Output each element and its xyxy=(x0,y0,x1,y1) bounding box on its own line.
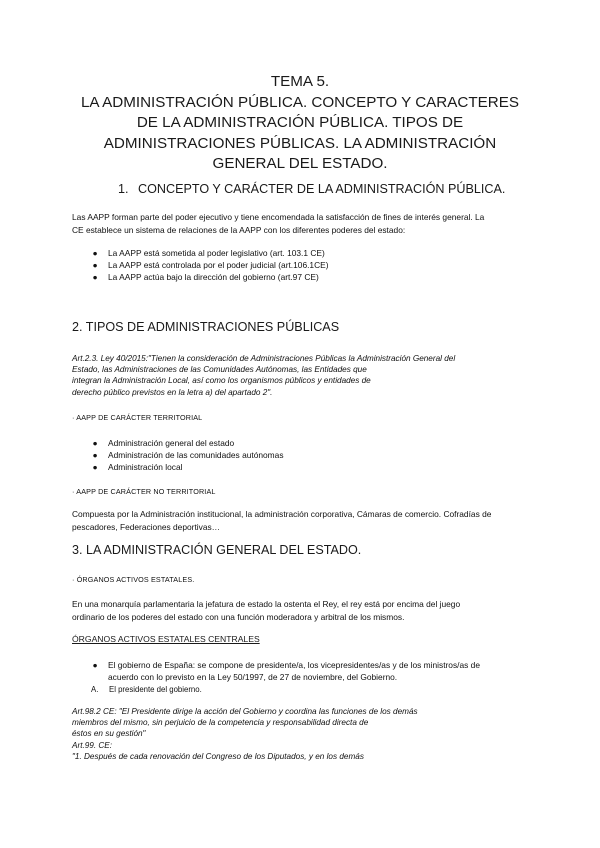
title-line: DE LA ADMINISTRACIÓN PÚBLICA. TIPOS DE xyxy=(136,114,464,131)
bullet-icon: ● xyxy=(92,272,98,282)
bullet-icon: ● xyxy=(92,438,98,448)
list-item-text: Administración general del estado xyxy=(108,438,235,448)
list-item-text: Administración local xyxy=(108,462,183,472)
title-line: TEMA 5. xyxy=(270,73,330,90)
section-2-heading: 2. TIPOS DE ADMINISTRACIONES PÚBLICAS xyxy=(72,320,340,334)
paragraph-line: Compuesta por la Administración institucional, la administración corporativa, Cámaras de comercio. Cofradías de xyxy=(72,509,492,519)
section-3-heading: 3. LA ADMINISTRACIÓN GENERAL DEL ESTADO. xyxy=(72,543,362,557)
law-quote xyxy=(72,353,455,398)
title-line: LA ADMINISTRACIÓN PÚBLICA. CONCEPTO Y CARACTERES xyxy=(80,93,519,111)
paragraph-line: En una monarquía parlamentaria la jefatura de estado la ostenta el Rey, el rey está por encima del juego xyxy=(72,599,461,609)
organs-label: · ÓRGANOS ACTIVOS ESTATALES. xyxy=(72,575,195,584)
document-title xyxy=(60,72,540,175)
list-item-line: acuerdo con lo previsto en la Ley 50/1997, de 27 de noviembre, del Gobierno. xyxy=(108,672,398,682)
quote-line: Art.99. CE: xyxy=(72,740,113,750)
sub-item-marker: A. xyxy=(91,685,99,694)
list-item-text xyxy=(108,659,480,683)
quote-line: Estado, las Administraciones de las Comunidades Autónomas, las Entidades que xyxy=(72,365,367,375)
list-item-text: La AAPP está sometida al poder legislativo (art. 103.1 CE) xyxy=(108,248,325,258)
quote-line: derecho público previstos en la letra a) del apartado 2". xyxy=(72,387,273,397)
bullet-icon: ● xyxy=(92,260,98,270)
quote-line: "1. Después de cada renovación del Congreso de los Diputados, y en los demás xyxy=(72,751,364,761)
quote-line: miembros del mismo, sin perjuicio de la competencia y responsabilidad directa de xyxy=(72,718,369,728)
non-territorial-text xyxy=(72,508,532,533)
quote-line: Art.2.3. Ley 40/2015:"Tienen la consideración de Administraciones Públicas la Administración General del xyxy=(72,354,456,363)
territorial-label: · AAPP DE CARÁCTER TERRITORIAL xyxy=(72,413,203,422)
quote-line: éstos en su gestión" xyxy=(72,729,146,739)
sub-item-text: El presidente del gobierno. xyxy=(109,685,202,694)
paragraph-line: CE establece un sistema de relaciones de la AAPP con los diferentes poderes del estado: xyxy=(72,224,406,235)
quote-line: Art.98.2 CE: "El Presidente dirige la acción del Gobierno y coordina las funciones de los demás xyxy=(72,707,418,716)
bullet-icon: ● xyxy=(92,660,98,670)
paragraph-line: ordinario de los poderes del estado con una función moderadora y arbitral de los mismos. xyxy=(72,611,405,622)
list-item-text: La AAPP está controlada por el poder judicial (art.106.1CE) xyxy=(108,260,329,270)
quote-line: integran la Administración Local, así como los organismos públicos y entidades de xyxy=(72,376,371,386)
section-1-paragraph xyxy=(72,211,532,236)
paragraph-line: pescadores, Federaciones deportivas… xyxy=(72,521,221,532)
list-item-text: La AAPP actúa bajo la dirección del gobierno (art.97 CE) xyxy=(108,272,319,282)
title-line: ADMINISTRACIONES PÚBLICAS. LA ADMINISTRACIÓN xyxy=(103,134,497,152)
non-territorial-label: · AAPP DE CARÁCTER NO TERRITORIAL xyxy=(72,487,216,496)
bullet-icon: ● xyxy=(92,450,98,460)
organs-text xyxy=(72,598,532,623)
paragraph-line: Las AAPP forman parte del poder ejecutivo y tiene encomendada la satisfacción de fines de interés general. La xyxy=(72,212,485,222)
list-item-line: El gobierno de España: se compone de presidente/a, los vicepresidentes/as y de los ministros/as de xyxy=(108,660,480,670)
bullet-icon: ● xyxy=(92,462,98,472)
title-line: GENERAL DEL ESTADO. xyxy=(212,155,388,172)
section-1-number: 1. xyxy=(118,182,129,196)
article-quote xyxy=(72,706,418,762)
central-organs-label: ÓRGANOS ACTIVOS ESTATALES CENTRALES xyxy=(72,634,260,644)
bullet-icon: ● xyxy=(92,248,98,258)
list-item-text: Administración de las comunidades autónomas xyxy=(108,450,284,460)
section-1-heading: CONCEPTO Y CARÁCTER DE LA ADMINISTRACIÓN PÚBLICA. xyxy=(138,182,506,196)
